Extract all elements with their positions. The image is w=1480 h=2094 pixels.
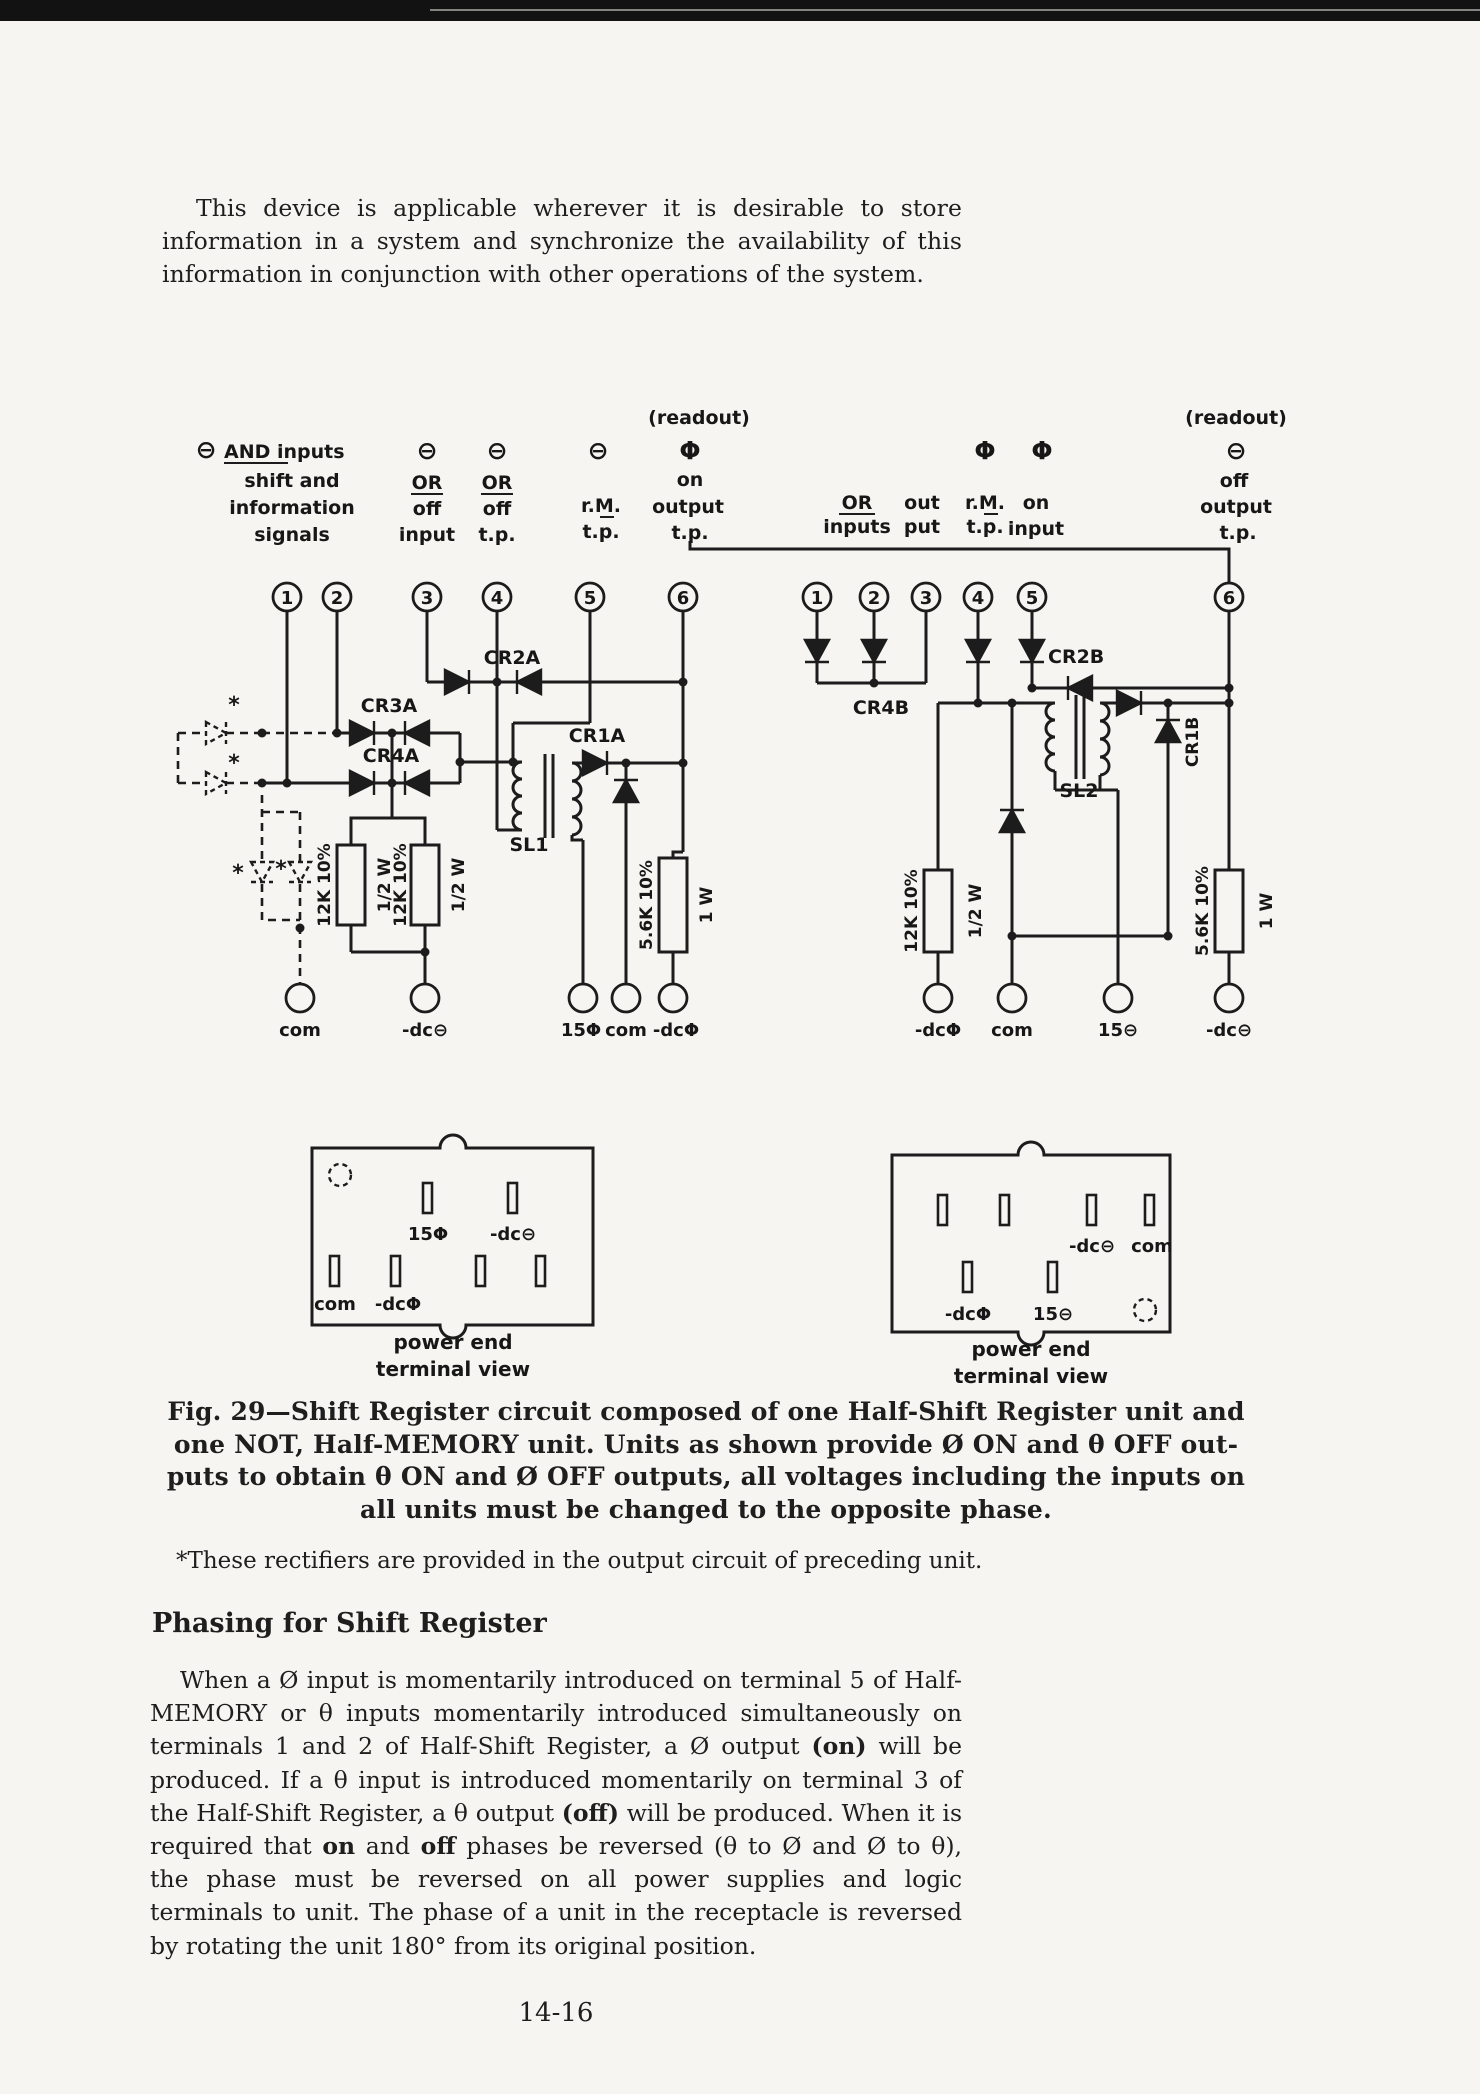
junction-dot [1008, 932, 1017, 941]
diode-icon [614, 780, 638, 802]
diode-icon [445, 670, 469, 694]
diode-icon [350, 771, 374, 795]
signals-label: signals [254, 524, 330, 546]
intro-paragraph: This device is applicable wherever it is desirable to store information in a system and synchronize the availability of this information in conjunction with other operations of the system. [162, 194, 962, 288]
resistor-wattage: 1 W [697, 886, 717, 924]
junction-dot [974, 699, 983, 708]
junction-dot [258, 729, 267, 738]
junction-dot [870, 679, 879, 688]
power-terminal [411, 984, 439, 1012]
phi-symbol: Φ [679, 436, 701, 465]
power-label: -dcΦ [914, 1020, 962, 1041]
power-terminal [1104, 984, 1132, 1012]
junction-dot [258, 779, 267, 788]
right-unit-header-labels [823, 407, 1287, 544]
diode-icon [862, 640, 886, 662]
and-inputs-label: AND inputs [224, 441, 345, 463]
diode-icon [350, 721, 374, 745]
resistor-wattage: 1/2 W [375, 857, 395, 913]
dashed-diode-icon [289, 862, 311, 882]
power-terminal [1215, 984, 1243, 1012]
terminal-number: 6 [1222, 588, 1236, 609]
dashed-diode-icon [206, 772, 226, 794]
asterisk-marker: * [275, 857, 287, 882]
tp-label: t.p. [966, 516, 1004, 538]
junction-dot [1028, 684, 1037, 693]
out-label: out [904, 492, 940, 514]
resist or-value: 5.6K 10% [637, 860, 657, 950]
junction-dot [1164, 699, 1173, 708]
pin-label: -dc⊖ [1068, 1236, 1116, 1257]
body-text-bold: off [420, 1832, 456, 1861]
resistor-value: 5.6K 10% [1193, 866, 1213, 956]
terminal-number: 3 [420, 588, 434, 609]
junction-dot [388, 729, 397, 738]
diode-icon [405, 771, 429, 795]
power-label: -dc⊖ [401, 1020, 449, 1041]
pin-label: 15Φ [407, 1224, 449, 1245]
pin-label: -dc⊖ [489, 1224, 537, 1245]
pin-slot [1048, 1262, 1057, 1292]
phi-symbol: Φ [1031, 436, 1053, 465]
power-label: com [991, 1020, 1033, 1041]
theta-symbol: ⊖ [195, 435, 217, 464]
section-heading: Phasing for Shift Register [152, 1608, 547, 1639]
body-text: When a Ø input is momentarily introduced on terminal 5 of Half-MEMORY or θ inputs momentarily introduced simultaneously on terminals 1 and 2 of Half-Shift Register, a Ø output [150, 1666, 962, 1761]
junction-dot [1164, 932, 1173, 941]
connector-caption: terminal view [375, 1357, 531, 1381]
part-label: CR1A [568, 725, 626, 747]
off-label: off [412, 498, 442, 520]
diode-icon [405, 721, 429, 745]
left-connector-view [312, 1135, 593, 1381]
connector-caption: power end [393, 1330, 513, 1354]
power-label: com [605, 1020, 647, 1041]
diode-icon [1000, 810, 1024, 832]
terminal-number: 2 [330, 588, 344, 609]
diode-icon [966, 640, 990, 662]
diode-icon [1156, 720, 1180, 742]
pin-slot [423, 1183, 432, 1213]
junction-dot [1008, 699, 1017, 708]
pin-label: -dcΦ [944, 1304, 992, 1325]
body-paragraph [150, 1664, 962, 1963]
dashed-diode-icon [206, 722, 226, 744]
transformer-coil [1046, 703, 1055, 771]
asterisk-marker: * [228, 751, 240, 776]
rm-label: r.M. [580, 495, 622, 517]
body-text: phases be reversed (θ to Ø and Ø to θ), the phase must be reversed on all power supplies and logic terminals to unit. The phase of a unit in the receptacle is reversed by rotating the unit 180° from its original position. [150, 1832, 962, 1960]
transformer-coil [572, 763, 581, 835]
part-label: SL1 [509, 834, 549, 856]
resistor-wattage: 1 W [1257, 892, 1277, 930]
part-label: CR1B [1183, 716, 1203, 768]
pin-label: com [314, 1294, 356, 1315]
readout-label: (readout) [648, 407, 750, 429]
junction-dot [679, 678, 688, 687]
diode-icon [1068, 676, 1092, 700]
figure-29-schematic [150, 300, 1290, 1400]
readout-label: (readout) [1185, 407, 1287, 429]
information-label: information [229, 497, 355, 519]
junction-dot [296, 924, 305, 933]
output-label: output [652, 496, 724, 518]
figure-caption [150, 1396, 1262, 1526]
transformer-coil [513, 762, 522, 830]
pin-slot [963, 1262, 972, 1292]
diode-icon [583, 751, 607, 775]
input-label: input [398, 524, 456, 546]
resistor-value: 12K 10% [315, 843, 335, 927]
index-hole [329, 1164, 351, 1186]
body-text-bold: on [322, 1832, 356, 1861]
power-terminal [998, 984, 1026, 1012]
theta-symbol: ⊖ [416, 436, 438, 465]
right-unit-terminals [803, 583, 1243, 611]
caption-line: Fig. 29—Shift Register circuit composed of one Half-Shift Register unit and [167, 1397, 1245, 1426]
off-label: off [482, 498, 512, 520]
resistor [659, 858, 687, 952]
or-label: OR [841, 492, 873, 514]
resistor [924, 870, 952, 952]
diode-icon [1117, 691, 1141, 715]
pin-slot [476, 1256, 485, 1286]
terminal-number: 1 [810, 588, 824, 609]
resistor-wattage: 1/2 W [449, 857, 469, 913]
diode-icon [1020, 640, 1044, 662]
junction-dot [509, 758, 518, 767]
power-label: 15⊖ [1097, 1020, 1139, 1041]
left-unit-power-terminals [279, 984, 699, 1041]
body-text-bold: (off) [561, 1798, 619, 1827]
resistor [411, 845, 439, 925]
pin-slot [1087, 1195, 1096, 1225]
resistor-value: 12K 10% [902, 869, 922, 953]
body-text: and [355, 1832, 421, 1861]
terminal-number: 5 [1025, 588, 1039, 609]
diode-icon [805, 640, 829, 662]
pin-label: 15⊖ [1032, 1304, 1074, 1325]
or-label: OR [481, 472, 513, 494]
terminal-number: 2 [867, 588, 881, 609]
connector-caption: power end [971, 1337, 1091, 1361]
part-label: CR4B [852, 697, 910, 719]
inputs-label: inputs [823, 516, 891, 538]
input-label: input [1007, 518, 1065, 540]
power-label: -dc⊖ [1205, 1020, 1253, 1041]
power-terminal [924, 984, 952, 1012]
connector-outline [892, 1142, 1170, 1345]
left-unit-header-labels [196, 407, 750, 546]
junction-dot [679, 759, 688, 768]
on-label: on [676, 469, 704, 491]
pin-slot [536, 1256, 545, 1286]
pin-slot [508, 1183, 517, 1213]
tp-label: t.p. [582, 521, 620, 543]
theta-symbol: ⊖ [486, 436, 508, 465]
asterisk-marker: * [232, 861, 244, 886]
diode-icon [517, 670, 541, 694]
terminal-number: 3 [919, 588, 933, 609]
asterisk-marker: * [228, 693, 240, 718]
transformer-core [545, 754, 553, 838]
part-label: CR2B [1048, 646, 1105, 668]
scan-top-border [0, 0, 1480, 21]
tp-label: t.p. [671, 522, 709, 544]
on-label: on [1022, 492, 1050, 514]
right-unit-power-terminals [915, 984, 1252, 1041]
or-label: OR [411, 472, 443, 494]
pin-slot [1000, 1195, 1009, 1225]
part-label: SL2 [1059, 780, 1099, 802]
dashed-diode-icon [251, 862, 273, 882]
junction-dot [333, 729, 342, 738]
power-terminal [569, 984, 597, 1012]
scan-artifact-line [430, 9, 1480, 11]
power-label: com [279, 1020, 321, 1041]
resistor-value: 12K 10% [391, 843, 411, 927]
part-label: CR4A [362, 745, 420, 767]
junction-dot [421, 948, 430, 957]
part-label: CR3A [360, 695, 418, 717]
page-number: 14-16 [518, 1998, 594, 2028]
connector-caption: terminal view [953, 1364, 1109, 1388]
body-text: will be produced. When it is required that [150, 1798, 962, 1861]
theta-symbol: ⊖ [587, 436, 609, 465]
left-unit-terminals [273, 583, 697, 611]
right-connector-view [892, 1142, 1173, 1388]
left-unit-dashed-wires [178, 733, 337, 984]
resistor-wattage: 1/2 W [966, 883, 986, 939]
junction-dot [622, 759, 631, 768]
power-label: 15Φ [560, 1020, 602, 1041]
junction-dot [283, 779, 292, 788]
terminal-number: 5 [583, 588, 597, 609]
put-label: put [903, 516, 941, 538]
power-terminal [659, 984, 687, 1012]
transformer-core [1076, 695, 1084, 779]
power-terminal [612, 984, 640, 1012]
pin-slot [1145, 1195, 1154, 1225]
tp-label: t.p. [478, 524, 516, 546]
pin-slot [938, 1195, 947, 1225]
power-terminal [286, 984, 314, 1012]
tp-label: t.p. [1219, 522, 1257, 544]
right-unit-wires [817, 611, 1229, 984]
junction-dot [1225, 699, 1234, 708]
index-hole [1134, 1299, 1156, 1321]
pin-slot [391, 1256, 400, 1286]
caption-line: puts to obtain θ ON and Ø OFF outputs, all voltages including the inputs on [166, 1462, 1246, 1491]
theta-symbol: ⊖ [1225, 436, 1247, 465]
off-label: off [1219, 470, 1249, 492]
junction-dot [493, 678, 502, 687]
pin-label: -dcΦ [374, 1294, 422, 1315]
transformer-coil [1100, 703, 1109, 775]
pin-slot [330, 1256, 339, 1286]
junction-dot [1225, 684, 1234, 693]
output-label: output [1200, 496, 1272, 518]
terminal-number: 1 [280, 588, 294, 609]
junction-dot [388, 779, 397, 788]
shift-and-label: shift and [244, 470, 340, 492]
pin-label: com [1131, 1236, 1173, 1257]
part-label: CR2A [483, 647, 541, 669]
resistor [1215, 870, 1243, 952]
footnote: *These rectifiers are provided in the output circuit of preceding unit. [176, 1548, 983, 1574]
body-text: will be produced. If a θ input is introduced momentarily on terminal 3 of the Half-Shift Register, a θ output [150, 1732, 962, 1827]
terminal-number: 6 [676, 588, 690, 609]
phi-symbol: Φ [974, 436, 996, 465]
rm-label: r.M. [964, 492, 1006, 514]
junction-dot [456, 758, 465, 767]
caption-line: all units must be changed to the opposite phase. [360, 1494, 1052, 1524]
terminal-number: 4 [490, 588, 504, 609]
terminal-number: 4 [971, 588, 985, 609]
resistor [337, 845, 365, 925]
body-text-bold: (on) [811, 1732, 867, 1761]
caption-line: one NOT, Half-MEMORY unit. Units as shown provide Ø ON and θ OFF out- [173, 1429, 1239, 1459]
power-label: -dcΦ [652, 1020, 700, 1041]
